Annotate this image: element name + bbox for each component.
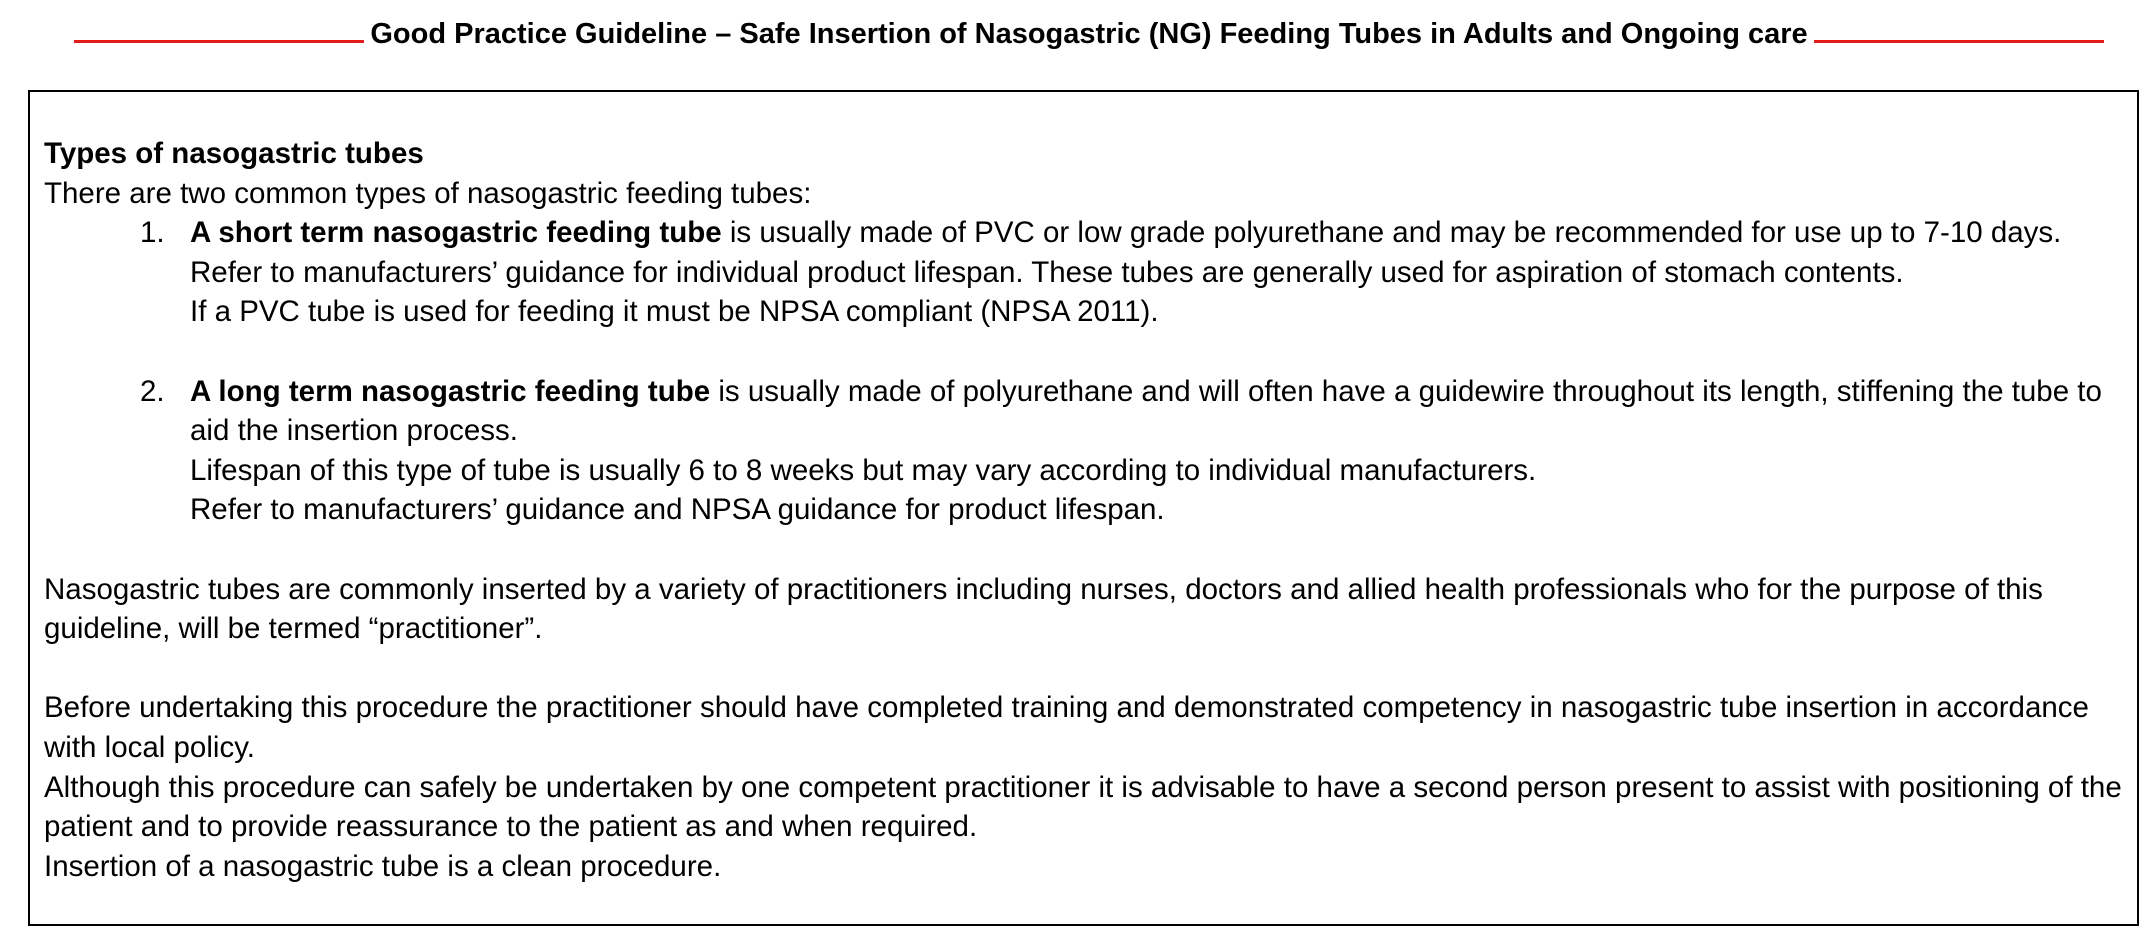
section-content <box>44 134 2129 886</box>
list-item-lead: A long term nasogastric feeding tube <box>190 374 711 408</box>
document-header <box>74 14 2104 54</box>
paragraph-clean-procedure: Insertion of a nasogastric tube is a clean procedure. <box>44 849 722 883</box>
list-item-first-line <box>190 213 2129 253</box>
header-rule-right <box>1814 40 2104 43</box>
tube-types-list <box>44 213 2129 530</box>
list-item-short-term <box>44 213 2129 332</box>
list-item-line: If a PVC tube is used for feeding it must be NPSA compliant (NPSA 2011). <box>190 295 1159 329</box>
list-item-lead: A short term nasogastric feeding tube <box>190 216 722 250</box>
list-spacer <box>44 332 2129 372</box>
paragraph-training: Before undertaking this procedure the practitioner should have completed training and demonstrated competency in nasogastric tube insertion in accordance with local policy. <box>44 691 2089 764</box>
list-item-lead-rest: is usually made of polyurethane and will often have a guidewire throughout its length, stiffening the tube to aid the insertion process. <box>190 374 2102 448</box>
document-title: Good Practice Guideline – Safe Insertion of Nasogastric (NG) Feeding Tubes in Adults and Ongoing care <box>370 17 1808 50</box>
list-item-lead-rest: is usually made of PVC or low grade polyurethane and may be recommended for use up to 7-10 days. <box>721 216 2062 250</box>
header-rule-left <box>74 40 364 43</box>
list-item-line: Refer to manufacturers’ guidance for individual product lifespan. These tubes are generally used for aspiration of stomach contents. <box>190 255 1904 289</box>
intro-text: There are two common types of nasogastric feeding tubes: <box>44 176 812 210</box>
list-item-line: Lifespan of this type of tube is usually 6 to 8 weeks but may vary according to individual manufacturers. <box>190 453 1537 487</box>
list-item-number: 1. <box>140 216 165 250</box>
paragraph-practitioners: Nasogastric tubes are commonly inserted by a variety of practitioners including nurses, doctors and allied health professionals who for the purpose of this guideline, will be termed “practitioner”. <box>44 572 2043 646</box>
paragraph-spacer <box>44 649 2129 689</box>
list-item-number: 2. <box>140 374 165 408</box>
paragraph-spacer <box>44 530 2129 570</box>
list-item-long-term <box>44 372 2129 530</box>
list-item-first-line <box>190 372 2129 451</box>
section-heading: Types of nasogastric tubes <box>44 137 424 170</box>
list-item-line: Refer to manufacturers’ guidance and NPSA guidance for product lifespan. <box>190 493 1165 527</box>
paragraph-second-person: Although this procedure can safely be undertaken by one competent practitioner it is advisable to have a second person present to assist with positioning of the patient and to provide reassurance to the patient as and when required. <box>44 770 2122 844</box>
